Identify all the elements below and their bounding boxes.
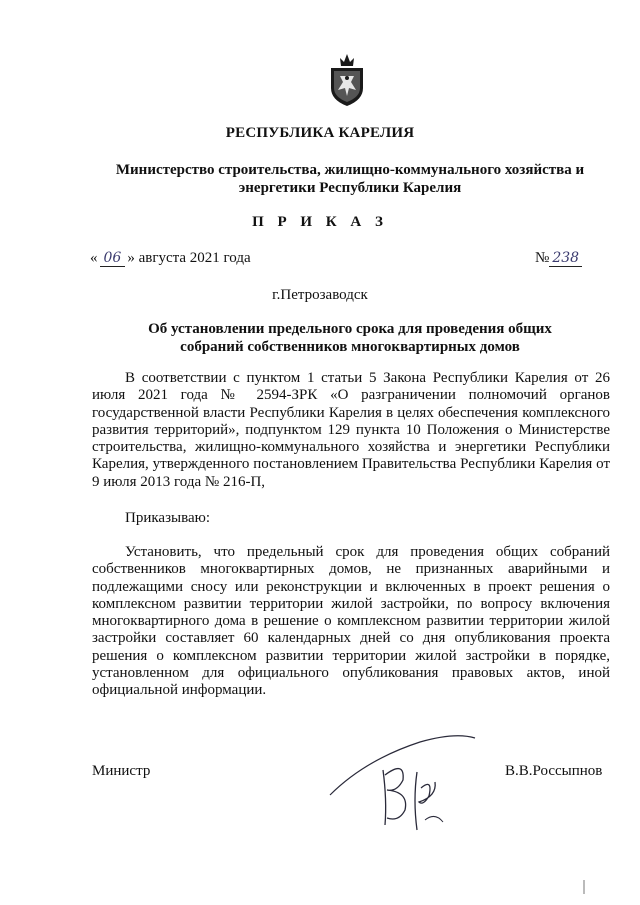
order-date: [90, 250, 251, 267]
preamble-paragraph: В соответствии с пунктом 1 статьи 5 Закона Республики Карелия от 26 июля 2021 года № 2594-ЗРК «О разграничении полномочий органов государственной власти Республики Карелия в целях обеспечения комплексного развития территорий», подпунктом 129 пункта 10 Положения о Министерстве строительства, жилищно-коммунального хозяйства и энергетики Республики Карелия, утвержденного постановлением Правительства Республики Карелия от 9 июля 2013 года № 216-П,: [92, 370, 610, 490]
number-sign: №: [535, 250, 550, 266]
decision-paragraph: Установить, что предельный срок для проведения общих собраний собственников многоквартирных домов, не признанных аварийными и подлежащими сносу или реконструкции и включенных в проект решения о комплексном развитии территории жилой застройки, по вопросу включения многоквартирного дома в решение о комплексном развитии территории жилой застройки составляет 60 календарных дней со дня опубликования проекта решения о комплексном развитии территории жилой застройки в порядке, установленном для официального опубликования правовых актов, иной официальной информации.: [92, 544, 610, 699]
handwritten-signature: [325, 720, 515, 840]
order-heading: П Р И К А З: [252, 214, 388, 230]
signatory-name: В.В.Россыпнов: [505, 763, 603, 779]
date-open-quote: «: [90, 250, 98, 266]
city: г.Петрозаводск: [272, 287, 368, 303]
order-subject: Об установлении предельного срока для проведения общих собраний собственников многоквартирных домов: [148, 321, 552, 355]
coat-of-arms-icon: [327, 52, 367, 108]
ministry-name: Министерство строительства, жилищно-коммунального хозяйства и энергетики Республики Карелия: [115, 162, 585, 196]
date-day-handwritten: 06: [100, 250, 126, 267]
scan-mark: [583, 880, 585, 894]
signatory-title: Министр: [92, 763, 151, 779]
date-month-year: » августа 2021 года: [127, 250, 251, 266]
order-number: [535, 250, 582, 267]
number-value-handwritten: 238: [549, 250, 582, 267]
republic-title: РЕСПУБЛИКА КАРЕЛИЯ: [225, 125, 415, 141]
order-verb-paragraph: Приказываю:: [125, 510, 210, 526]
